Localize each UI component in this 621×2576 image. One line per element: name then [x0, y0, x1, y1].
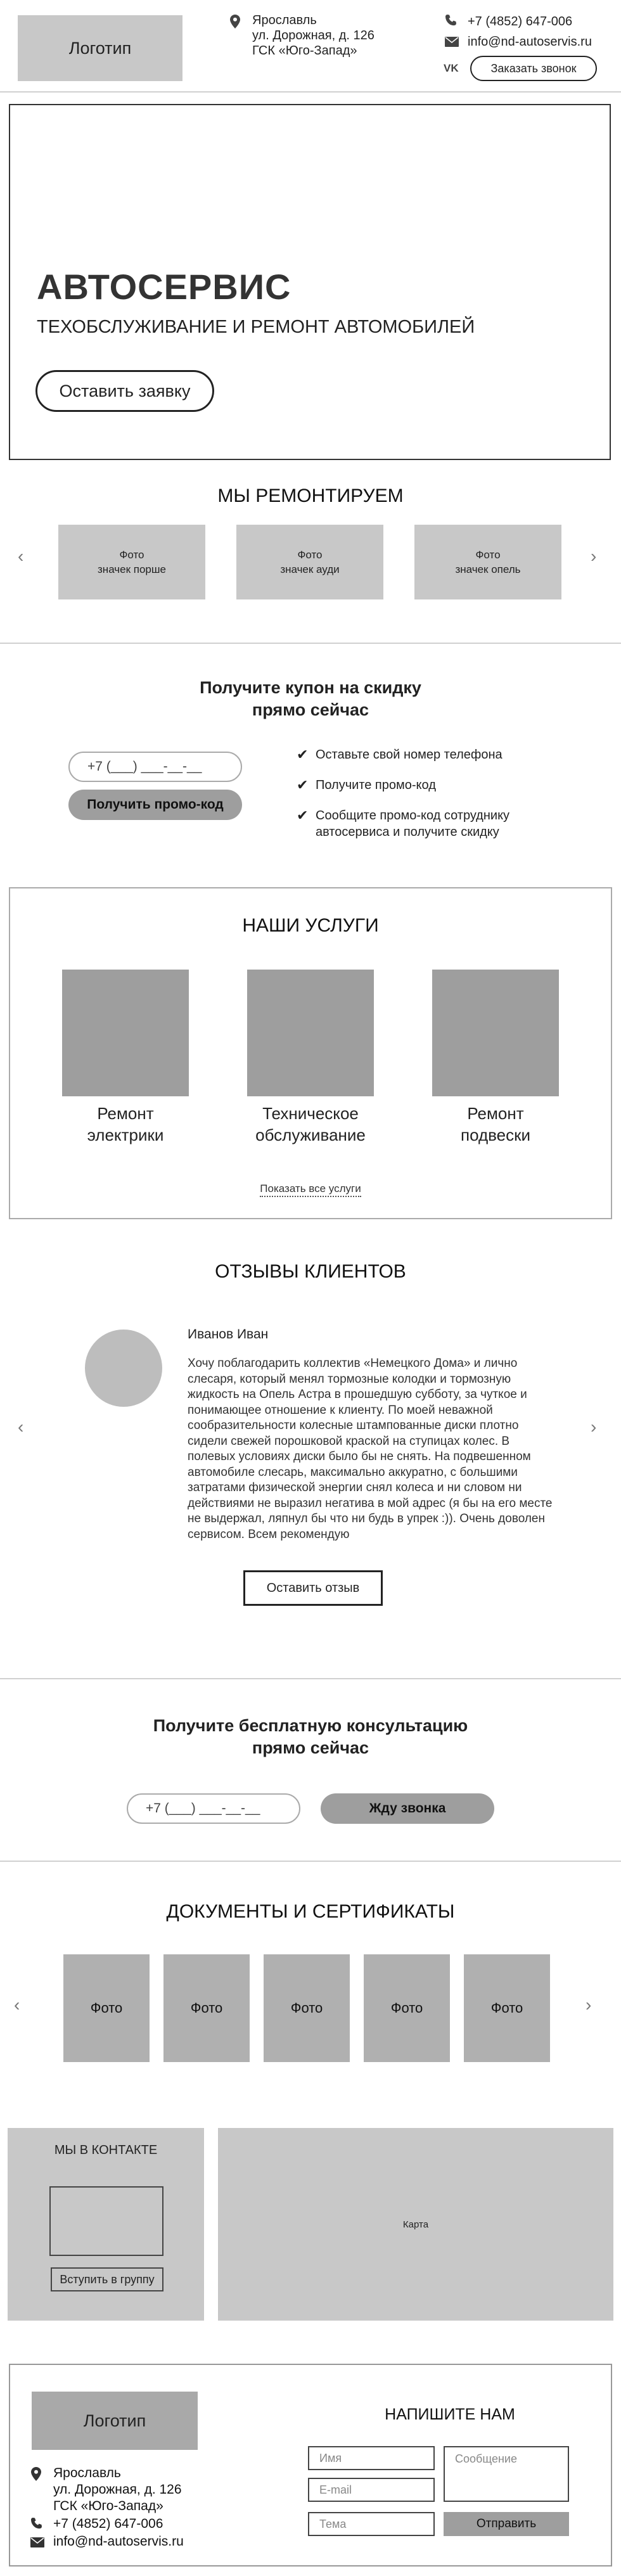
- address-street: ул. Дорожная, д. 126: [252, 29, 375, 42]
- header-divider: [0, 91, 621, 93]
- phone-icon: [445, 14, 458, 27]
- footer-logo[interactable]: Логотип: [32, 2392, 198, 2450]
- consult-divider: [0, 1861, 621, 1862]
- coupon-step-1: ✔ Оставьте свой номер телефона: [297, 747, 503, 762]
- header-address: [252, 13, 375, 58]
- brand-card-porsche[interactable]: Фото значек порше: [58, 525, 205, 599]
- coupon-step-2: ✔ Получите промо-код: [297, 777, 436, 793]
- review-text: Хочу поблагодарить коллектив «Немецкого Дома» и лично слесаря, который менял тормозные колодки и тормозную жидкость на Опель Астра в прошедшую субботу, за чуткое и понимающее отношение к клиенту. По моей неважной сообразительности колесные штампованные диски плотно сидели свежей порошковой краской на ступицах колес. В полевых условиях диски было бы не снять. На подвешенном автомобиле слесарь, максимально аккуратно, с большими затратами физической энергии снял колеса и ни словом ни действиями не выразил негатива в мой адрес (я бы на его месте не выдержал, ляпнул бы что ни будь в упрек :)). Очень доволен сервисом. Всем рекомендую: [188, 1357, 553, 1541]
- brand-card-audi[interactable]: Фото значек ауди: [236, 525, 383, 599]
- brand-card-opel[interactable]: Фото значек опель: [414, 525, 561, 599]
- reviewer-avatar: [85, 1330, 162, 1407]
- email-field[interactable]: E-mail: [308, 2478, 435, 2502]
- join-group-button[interactable]: Вступить в группу: [51, 2267, 163, 2291]
- show-all-services-link[interactable]: Показать все услуги: [260, 1182, 361, 1197]
- message-field[interactable]: Сообщение: [444, 2446, 569, 2502]
- documents-title: ДОКУМЕНТЫ И СЕРТИФИКАТЫ: [166, 1901, 455, 1922]
- document-card-3[interactable]: Фото: [264, 1954, 350, 2062]
- footer-location-icon: [30, 2466, 42, 2482]
- name-field[interactable]: Имя: [308, 2446, 435, 2470]
- check-icon: ✔: [297, 747, 309, 762]
- documents-next-arrow[interactable]: ›: [586, 1995, 592, 2015]
- mail-icon: [445, 37, 459, 47]
- documents-prev-arrow[interactable]: ‹: [14, 1995, 20, 2015]
- header-email[interactable]: info@nd-autoservis.ru: [468, 35, 592, 49]
- coupon-title: Получите купон на скидку прямо сейчас: [200, 678, 421, 719]
- brands-prev-arrow[interactable]: ‹: [18, 546, 24, 566]
- address-gsk: ГСК «Юго-Запад»: [252, 44, 357, 58]
- consult-title: Получите бесплатную консультацию прямо сейчас: [153, 1716, 468, 1757]
- consult-phone-input[interactable]: +7 (___) ___-__-__: [127, 1793, 300, 1824]
- subject-field[interactable]: Тема: [308, 2512, 435, 2536]
- order-call-button[interactable]: Заказать звонок: [470, 56, 597, 81]
- brands-title: МЫ РЕМОНТИРУЕМ: [217, 485, 404, 506]
- footer-phone-icon: [30, 2517, 43, 2530]
- service-label-maintenance[interactable]: Техническое обслуживание: [255, 1104, 366, 1144]
- service-label-electrics[interactable]: Ремонт электрики: [87, 1104, 164, 1144]
- service-image-maintenance[interactable]: [247, 970, 374, 1096]
- reviews-next-arrow[interactable]: ›: [591, 1417, 597, 1437]
- header-logo[interactable]: Логотип: [18, 15, 182, 81]
- services-title: НАШИ УСЛУГИ: [242, 915, 379, 936]
- reviews-prev-arrow[interactable]: ‹: [18, 1417, 24, 1437]
- vk-icon[interactable]: VK: [444, 62, 459, 74]
- map-area[interactable]: Карта: [218, 2128, 613, 2321]
- coupon-phone-input[interactable]: +7 (___) ___-__-__: [68, 752, 242, 782]
- leave-review-button[interactable]: Оставить отзыв: [243, 1570, 383, 1606]
- hero-title: АВТОСЕРВИС: [37, 267, 291, 307]
- header-phone[interactable]: +7 (4852) 647-006: [468, 15, 573, 29]
- footer-email[interactable]: info@nd-autoservis.ru: [53, 2534, 184, 2549]
- brands-divider: [0, 643, 621, 644]
- get-promo-button[interactable]: Получить промо-код: [68, 790, 242, 820]
- reviews-title: ОТЗЫВЫ КЛИЕНТОВ: [215, 1261, 406, 1282]
- document-card-4[interactable]: Фото: [364, 1954, 450, 2062]
- location-icon: [229, 14, 241, 29]
- check-icon: ✔: [297, 777, 309, 793]
- footer-mail-icon: [30, 2537, 44, 2547]
- leave-request-button[interactable]: Оставить заявку: [35, 370, 214, 412]
- check-icon: ✔: [297, 807, 309, 823]
- service-label-suspension[interactable]: Ремонт подвески: [460, 1104, 531, 1144]
- service-image-suspension[interactable]: [432, 970, 559, 1096]
- address-city: Ярославль: [252, 13, 317, 27]
- send-button[interactable]: Отправить: [444, 2512, 569, 2536]
- vk-widget-frame: [49, 2186, 163, 2256]
- reviewer-name: Иванов Иван: [188, 1327, 269, 1342]
- service-image-electrics[interactable]: [62, 970, 189, 1096]
- vk-widget-title: МЫ В КОНТАКТЕ: [54, 2143, 158, 2157]
- document-card-1[interactable]: Фото: [63, 1954, 150, 2062]
- footer-address: Ярославль ул. Дорожная, д. 126 ГСК «Юго-Запад»: [53, 2466, 182, 2513]
- reviews-divider: [0, 1678, 621, 1679]
- coupon-step-3: ✔ Сообщите промо-код сотруднику автосервиса и получите скидку: [297, 807, 510, 839]
- document-card-2[interactable]: Фото: [163, 1954, 250, 2062]
- document-card-5[interactable]: Фото: [464, 1954, 550, 2062]
- brands-next-arrow[interactable]: ›: [591, 546, 597, 566]
- footer-phone[interactable]: +7 (4852) 647-006: [53, 2516, 163, 2531]
- hero-subtitle: ТЕХОБСЛУЖИВАНИЕ И РЕМОНТ АВТОМОБИЛЕЙ: [37, 317, 475, 337]
- wait-call-button[interactable]: Жду звонка: [321, 1793, 494, 1824]
- write-us-title: НАПИШИТЕ НАМ: [385, 2406, 515, 2423]
- show-all-wrap: [0, 1182, 621, 1195]
